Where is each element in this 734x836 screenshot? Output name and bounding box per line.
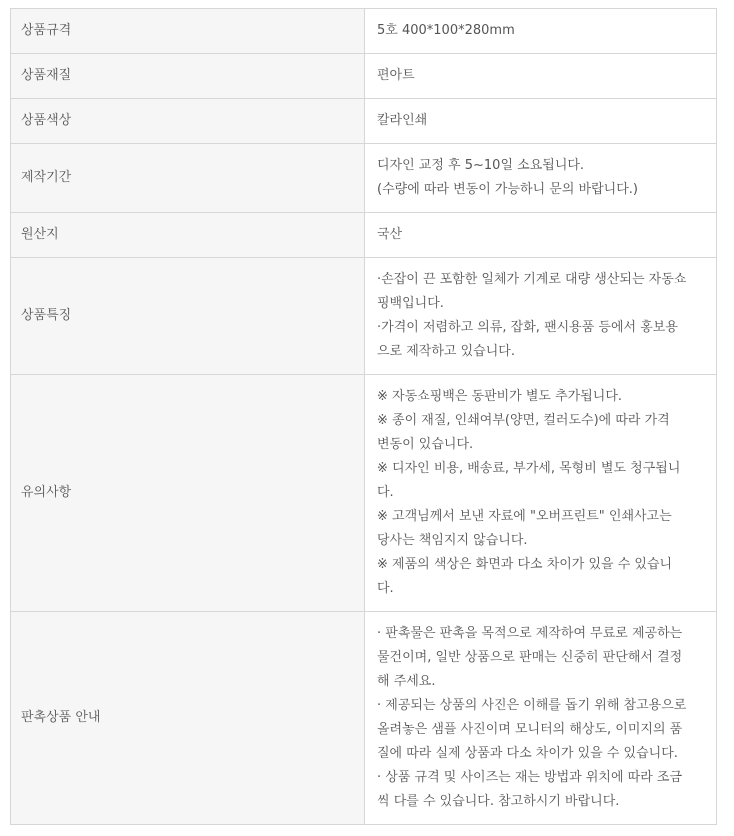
spec-label-color: 상품색상 bbox=[11, 99, 365, 144]
value-line: 질에 따라 실제 상품과 다소 차이가 있을 수 있습니다. bbox=[377, 746, 678, 761]
value-line: 핑백입니다. bbox=[377, 296, 444, 311]
value-line: ※ 종이 재질, 인쇄여부(양면, 컬러도수)에 따라 가격 bbox=[377, 413, 670, 428]
spec-label-size: 상품규격 bbox=[11, 9, 365, 54]
spec-row-material bbox=[11, 54, 717, 99]
spec-value-size bbox=[365, 9, 717, 54]
value-line: ※ 제품의 색상은 화면과 다소 차이가 있을 수 있습니 bbox=[377, 557, 673, 572]
value-line: 국산 bbox=[377, 227, 403, 242]
spec-value-promo-guide bbox=[365, 612, 717, 825]
value-line: 칼라인쇄 bbox=[377, 113, 428, 128]
value-line: 5호 400*100*280mm bbox=[377, 23, 515, 38]
value-line: 디자인 교정 후 5~10일 소요됩니다. bbox=[377, 158, 585, 173]
value-line: ※ 자동쇼핑백은 동판비가 별도 추가됩니다. bbox=[377, 389, 623, 404]
value-line: ※ 디자인 비용, 배송료, 부가세, 목형비 별도 청구됩니 bbox=[377, 461, 681, 476]
spec-label-notice: 유의사항 bbox=[11, 375, 365, 612]
value-line: (수량에 따라 변동이 가능하니 문의 바랍니다.) bbox=[377, 182, 638, 197]
spec-row-color bbox=[11, 99, 717, 144]
value-line: 해 주세요. bbox=[377, 674, 436, 689]
value-line: 당사는 책임지지 않습니다. bbox=[377, 533, 528, 548]
spec-label-material: 상품재질 bbox=[11, 54, 365, 99]
spec-row-production-time bbox=[11, 144, 717, 213]
spec-row-size bbox=[11, 9, 717, 54]
value-line: · 제공되는 상품의 사진은 이해를 돕기 위해 참고용으로 bbox=[377, 698, 687, 713]
value-line: 올려놓은 샘플 사진이며 모니터의 해상도, 이미지의 품 bbox=[377, 722, 683, 737]
spec-value-production-time bbox=[365, 144, 717, 213]
spec-value-material bbox=[365, 54, 717, 99]
value-line: ·가격이 저렴하고 의류, 잡화, 팬시용품 등에서 홍보용 bbox=[377, 320, 678, 335]
value-line: 물건이며, 일반 상품으로 판매는 신중히 판단해서 결정 bbox=[377, 650, 683, 665]
spec-label-production-time: 제작기간 bbox=[11, 144, 365, 213]
value-line: ·손잡이 끈 포함한 일체가 기계로 대량 생산되는 자동쇼 bbox=[377, 272, 687, 287]
spec-row-origin bbox=[11, 213, 717, 258]
product-spec-table bbox=[10, 8, 717, 825]
value-line: 다. bbox=[377, 485, 394, 500]
value-line: 변동이 있습니다. bbox=[377, 437, 474, 452]
spec-row-promo-guide bbox=[11, 612, 717, 825]
spec-label-features: 상품특징 bbox=[11, 258, 365, 375]
value-line: 씩 다를 수 있습니다. 참고하시기 바랍니다. bbox=[377, 794, 620, 809]
value-line: · 상품 규격 및 사이즈는 재는 방법과 위치에 따라 조금 bbox=[377, 770, 683, 785]
value-line: · 판촉물은 판촉을 목적으로 제작하여 무료로 제공하는 bbox=[377, 626, 683, 641]
value-line: ※ 고객님께서 보낸 자료에 "오버프린트" 인쇄사고는 bbox=[377, 509, 672, 524]
spec-row-notice bbox=[11, 375, 717, 612]
spec-value-features bbox=[365, 258, 717, 375]
spec-value-notice bbox=[365, 375, 717, 612]
spec-label-promo-guide: 판촉상품 안내 bbox=[11, 612, 365, 825]
value-line: 으로 제작하고 있습니다. bbox=[377, 344, 515, 359]
spec-value-color bbox=[365, 99, 717, 144]
spec-label-origin: 원산지 bbox=[11, 213, 365, 258]
spec-row-features bbox=[11, 258, 717, 375]
spec-value-origin bbox=[365, 213, 717, 258]
value-line: 다. bbox=[377, 581, 394, 596]
value-line: 편아트 bbox=[377, 68, 415, 83]
